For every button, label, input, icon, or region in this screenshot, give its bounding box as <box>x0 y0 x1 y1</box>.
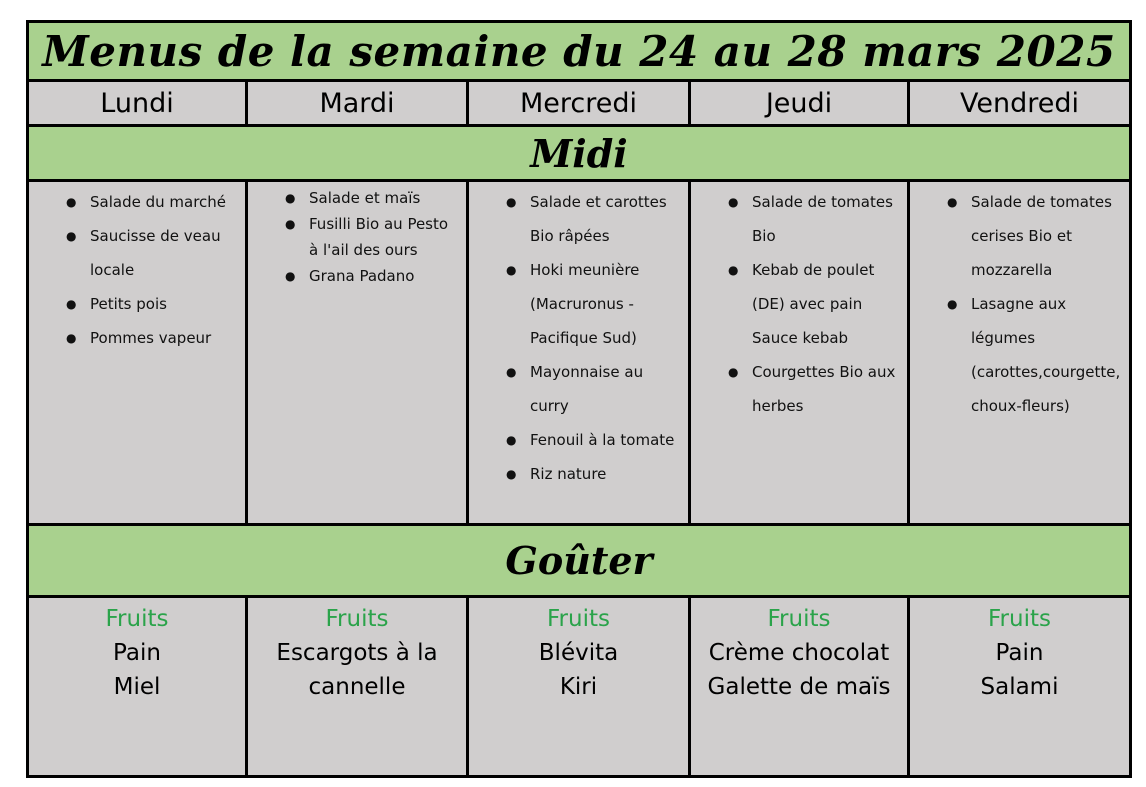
lunch-item: ● Riz nature <box>506 465 607 483</box>
snack-cell-vendredi <box>910 598 1129 775</box>
midi-section-header: Midi <box>29 127 1129 179</box>
lunch-item: ● Salade du marché <box>66 193 227 211</box>
snack-fruit: Fruits <box>547 606 610 632</box>
lunch-item: ● Fusilli Bio au Pesto à l'ail des ours <box>285 215 449 259</box>
lunch-item: ● Fenouil à la tomate <box>506 431 675 449</box>
lunch-item: ● Salade et carottes Bio râpées <box>506 193 667 245</box>
gouter-section-header: Goûter <box>29 526 1129 595</box>
lunch-list <box>910 185 1125 423</box>
snack-fruit: Fruits <box>105 606 169 632</box>
lunch-item: ● Lasagne aux légumes (carottes,courgette, choux-fleurs) <box>947 295 1121 415</box>
snack-cell-mardi <box>248 598 466 775</box>
snack-cell-lundi <box>29 598 245 775</box>
lunch-cell-jeudi <box>691 182 907 523</box>
snack-line: Galette de maïs <box>707 674 891 700</box>
lunch-list <box>469 185 684 491</box>
snack-fruit: Fruits <box>988 606 1051 632</box>
lunch-cell-vendredi <box>910 182 1129 523</box>
snack-line: Pain <box>995 640 1044 666</box>
snack-line: cannelle <box>308 674 406 700</box>
lunch-item: ● Grana Padano <box>285 267 415 285</box>
snack-fruit: Fruits <box>767 606 831 632</box>
snack-line: Blévita <box>538 640 619 666</box>
menu-title: Menus de la semaine du 24 au 28 mars 2025 <box>29 23 1129 79</box>
lunch-cell-mardi <box>248 182 466 523</box>
lunch-item: ● Petits pois <box>66 295 167 313</box>
lunch-list <box>691 185 903 423</box>
lunch-cell-lundi <box>29 182 245 523</box>
lunch-item: ● Salade et maïs <box>285 189 421 207</box>
lunch-item: ● Salade de tomates cerises Bio et mozzarella <box>947 193 1112 279</box>
snack-line: Pain <box>113 640 161 666</box>
lunch-item: ● Pommes vapeur <box>66 329 212 347</box>
snack-cell-mercredi <box>469 598 688 775</box>
lunch-item: ● Courgettes Bio aux herbes <box>728 363 896 415</box>
snack-line: Crème chocolat <box>708 640 890 666</box>
lunch-list <box>29 185 241 355</box>
day-header-jeudi: Jeudi <box>691 82 907 124</box>
lunch-item: ● Saucisse de veau locale <box>66 227 221 279</box>
lunch-item: ● Mayonnaise au curry <box>506 363 644 415</box>
day-header-vendredi: Vendredi <box>910 82 1129 124</box>
snack-fruit: Fruits <box>325 606 389 632</box>
day-header-mardi: Mardi <box>248 82 466 124</box>
snack-cell-jeudi <box>691 598 907 775</box>
snack-line: Salami <box>980 674 1059 700</box>
lunch-item: ● Salade de tomates Bio <box>728 193 893 245</box>
lunch-item: ● Hoki meunière (Macruronus - Pacifique Sud) <box>506 261 640 347</box>
snack-line: Kiri <box>559 674 598 700</box>
snack-line: Escargots à la <box>276 640 438 666</box>
snack-line: Miel <box>113 674 161 700</box>
day-header-lundi: Lundi <box>29 82 245 124</box>
menu-table <box>26 20 1132 778</box>
day-header-mercredi: Mercredi <box>469 82 688 124</box>
lunch-cell-mercredi <box>469 182 688 523</box>
lunch-list <box>248 185 462 289</box>
lunch-item: ● Kebab de poulet (DE) avec pain Sauce kebab <box>728 261 875 347</box>
